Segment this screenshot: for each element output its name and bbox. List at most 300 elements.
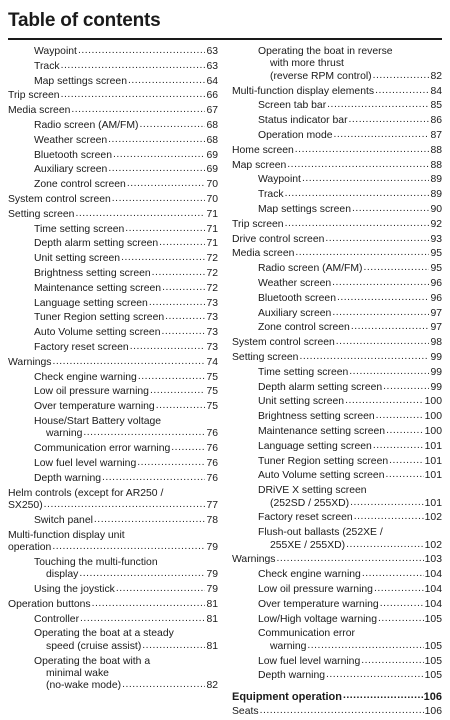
dot-leader [349, 116, 430, 126]
toc-page-number: 88 [430, 159, 442, 171]
toc-subsection[interactable] [8, 61, 218, 73]
toc-page-number: 86 [430, 115, 442, 127]
toc-entry-title: Helm controls (except for AR250 / [8, 487, 164, 499]
toc-entry-title: Tuner Region setting screen [34, 312, 165, 324]
toc-entry-title: warning [46, 428, 83, 440]
toc-entry-title: operation [8, 541, 52, 553]
toc-section[interactable] [232, 234, 442, 246]
toc-subsection[interactable] [232, 322, 442, 334]
toc-entry-line [232, 527, 442, 539]
toc-page-number: 82 [206, 680, 218, 692]
toc-entry-title: Over temperature warning [258, 598, 379, 610]
dot-leader [92, 599, 206, 609]
toc-entry-title: Screen tab bar [258, 100, 327, 112]
toc-entry-line [8, 668, 218, 680]
toc-entry-title: Zone control screen [34, 179, 126, 191]
toc-page-number: 96 [430, 277, 442, 289]
toc-entry-title: Language setting screen [258, 440, 372, 452]
dot-leader [326, 671, 424, 681]
toc-entry-title: Radio screen (AM/FM) [34, 119, 139, 131]
toc-subsection[interactable] [232, 540, 442, 552]
toc-entry-title: Seats [232, 705, 259, 717]
toc-page-number: 76 [206, 428, 218, 440]
dot-leader [121, 254, 205, 264]
dot-leader [142, 641, 205, 651]
dot-leader [44, 500, 206, 510]
dot-leader [346, 540, 424, 550]
dot-leader [61, 91, 206, 101]
toc-entry-title: Over temperature warning [34, 401, 155, 413]
toc-subsection[interactable] [8, 46, 218, 58]
toc-page-number: 81 [206, 640, 218, 652]
toc-subsection[interactable] [8, 150, 218, 162]
toc-page-number: 101 [424, 497, 442, 509]
toc-page-number: 76 [206, 443, 218, 455]
toc-subsection[interactable] [232, 569, 442, 581]
dot-leader [285, 219, 430, 229]
toc-entry-title: Unit setting screen [34, 253, 121, 265]
dot-leader [260, 706, 424, 716]
toc-entry-title: System control screen [8, 193, 111, 205]
toc-page-number: 105 [424, 670, 442, 682]
dot-leader [152, 268, 206, 278]
toc-entry-title: Check engine warning [258, 569, 361, 581]
toc-entry-title: Map settings screen [258, 203, 351, 215]
toc-page-number: 75 [206, 401, 218, 413]
dot-leader [116, 584, 206, 594]
dot-leader [112, 194, 206, 204]
toc-page-number: 102 [424, 512, 442, 524]
toc-subsection[interactable] [8, 458, 218, 470]
dot-leader [128, 76, 205, 86]
toc-subsection[interactable] [232, 71, 442, 83]
toc-entry-title: Depth alarm setting screen [258, 381, 383, 393]
toc-subsection[interactable] [8, 515, 218, 527]
toc-subsection[interactable] [8, 268, 218, 280]
toc-section[interactable] [8, 599, 218, 611]
toc-entry-line [8, 628, 218, 640]
toc-entry-title: with more thrust [270, 58, 344, 70]
dot-leader [52, 542, 205, 552]
toc-subsection[interactable] [232, 115, 442, 127]
toc-entry-title: SX250) [8, 499, 43, 511]
toc-page-number: 89 [430, 174, 442, 186]
toc-entry-title: Drive control screen [232, 233, 325, 245]
dot-leader [337, 293, 429, 303]
toc-subsection[interactable] [8, 135, 218, 147]
toc-entry-title: warning [270, 640, 307, 652]
toc-entry-title: Time setting screen [258, 366, 349, 378]
dot-leader [75, 209, 205, 219]
toc-entry-title: Brightness setting screen [34, 267, 151, 279]
toc-entry-title: Low fuel level warning [258, 655, 361, 667]
toc-subsection[interactable] [232, 308, 442, 320]
toc-section[interactable] [8, 209, 218, 221]
toc-section[interactable] [8, 90, 218, 102]
toc-entry-title: Bluetooth screen [34, 149, 112, 161]
toc-subsection[interactable] [8, 386, 218, 398]
toc-entry-title: Waypoint [34, 46, 77, 57]
dot-leader [108, 165, 205, 175]
toc-entry-title: minimal wake [46, 667, 109, 679]
toc-section[interactable] [232, 706, 442, 718]
dot-leader [336, 338, 430, 348]
dot-leader [78, 46, 206, 56]
toc-entry-title: (252SD / 255XD) [270, 497, 350, 509]
toc-entry-title: Auxiliary screen [34, 164, 108, 176]
toc-subsection[interactable] [232, 641, 442, 653]
toc-subsection[interactable] [232, 512, 442, 524]
dot-leader [53, 357, 206, 367]
toc-subsection[interactable] [232, 498, 442, 510]
toc-page-number: 81 [206, 598, 218, 610]
dot-leader [352, 204, 429, 214]
toc-page-number: 72 [206, 253, 218, 265]
toc-entry-title: Using the joystick [34, 583, 115, 595]
toc-subsection[interactable] [232, 278, 442, 290]
toc-entry-title: Low/High voltage warning [258, 613, 377, 625]
toc-page-number: 93 [430, 233, 442, 245]
toc-entry-title: Media screen [8, 105, 71, 117]
toc-page-number: 73 [206, 327, 218, 339]
dot-leader [71, 106, 205, 116]
dot-leader [351, 323, 430, 333]
dot-leader [287, 160, 429, 170]
toc-section[interactable] [8, 105, 218, 117]
toc-page-number: 87 [430, 130, 442, 141]
toc-section[interactable] [232, 160, 442, 172]
toc-page-number: 64 [206, 75, 218, 87]
toc-entry-title: (reverse RPM control) [270, 70, 372, 82]
toc-subsection[interactable] [232, 411, 442, 423]
toc-subsection[interactable] [232, 396, 442, 408]
toc-page-number: 69 [206, 164, 218, 176]
toc-entry-title: Waypoint [258, 174, 301, 186]
toc-subsection[interactable] [8, 614, 218, 626]
toc-subsection[interactable] [232, 100, 442, 112]
toc-subsection[interactable] [8, 312, 218, 324]
dot-leader [334, 130, 430, 140]
dot-leader [383, 382, 429, 392]
dot-leader [162, 328, 206, 338]
toc-entry-title: Low oil pressure warning [34, 386, 149, 398]
toc-page-number: 72 [206, 267, 218, 279]
dot-leader [343, 691, 423, 701]
toc-page-number: 97 [430, 322, 442, 334]
toc-section[interactable] [8, 194, 218, 206]
toc-entry-title: Low oil pressure warning [258, 583, 373, 595]
toc-entry-title: Tuner Region setting screen [258, 455, 389, 467]
toc-chapter[interactable] [232, 691, 442, 703]
toc-page-number: 76 [206, 472, 218, 484]
toc-section[interactable] [8, 542, 218, 554]
toc-subsection[interactable] [8, 283, 218, 295]
toc-page-number: 105 [424, 640, 442, 652]
toc-page-number: 100 [424, 425, 442, 437]
dot-leader [349, 367, 429, 377]
toc-entry-title: Track [258, 189, 284, 201]
dot-leader [295, 249, 429, 259]
toc-entry-title: Brightness setting screen [258, 411, 375, 423]
toc-section[interactable] [232, 554, 442, 566]
toc-entry-title: Operation buttons [8, 598, 91, 610]
toc-entry-line [8, 530, 218, 542]
dot-leader [127, 180, 206, 190]
toc-entry-title: Home screen [232, 144, 294, 156]
toc-page-number: 88 [430, 144, 442, 156]
toc-page-number: 78 [206, 514, 218, 526]
dot-leader [277, 555, 424, 565]
toc-entry-title: Weather screen [258, 277, 332, 289]
dot-leader [376, 412, 424, 422]
toc-section[interactable] [232, 145, 442, 157]
toc-subsection[interactable] [232, 599, 442, 611]
toc-entry-title: Auto Volume setting screen [34, 327, 161, 339]
dot-leader [94, 515, 206, 525]
dot-leader [122, 681, 205, 691]
toc-section[interactable] [232, 219, 442, 231]
toc-subsection[interactable] [232, 441, 442, 453]
toc-subsection[interactable] [232, 367, 442, 379]
dot-leader [79, 570, 205, 580]
toc-page-number: 68 [206, 134, 218, 146]
toc-subsection[interactable] [232, 584, 442, 596]
toc-entry-title: Multi-function display unit [8, 529, 125, 541]
dot-leader [361, 656, 423, 666]
toc-page-number: 106 [424, 705, 442, 717]
toc-page-number: 102 [424, 539, 442, 551]
toc-subsection[interactable] [232, 670, 442, 682]
dot-leader [125, 224, 205, 234]
toc-entry-title: Radio screen (AM/FM) [258, 263, 363, 275]
dot-leader [332, 308, 429, 318]
dot-leader [156, 402, 206, 412]
toc-page-number: 106 [423, 690, 442, 703]
toc-page-number: 71 [206, 223, 218, 235]
toc-page-number: 85 [430, 100, 442, 112]
toc-subsection[interactable] [232, 130, 442, 142]
dot-leader [80, 614, 205, 624]
toc-entry-title: Multi-function display elements [232, 85, 375, 97]
toc-entry-title: Time setting screen [34, 223, 125, 235]
dot-leader [102, 473, 205, 483]
toc-entry-title: Unit setting screen [258, 396, 345, 408]
toc-subsection[interactable] [8, 641, 218, 653]
toc-subsection[interactable] [8, 443, 218, 455]
dot-leader [162, 283, 205, 293]
dot-leader [295, 145, 430, 155]
dot-leader [375, 86, 429, 96]
toc-left-column [8, 46, 218, 695]
dot-leader [130, 342, 206, 352]
toc-page-number: 95 [430, 263, 442, 275]
dot-leader [150, 387, 206, 397]
toc-subsection[interactable] [8, 473, 218, 485]
dot-leader [373, 441, 424, 451]
dot-leader [327, 101, 429, 111]
toc-page-number: 77 [206, 499, 218, 511]
toc-section[interactable] [232, 248, 442, 260]
toc-section[interactable] [232, 86, 442, 98]
toc-page-number: 82 [430, 70, 442, 82]
toc-subsection[interactable] [8, 238, 218, 250]
toc-page-number: 105 [424, 613, 442, 625]
dot-leader [171, 444, 205, 454]
toc-entry-title: Media screen [232, 248, 295, 260]
toc-subsection[interactable] [232, 204, 442, 216]
page-title: Table of contents [8, 10, 161, 31]
title-divider [8, 38, 442, 40]
toc-subsection[interactable] [8, 401, 218, 413]
toc-subsection[interactable] [8, 120, 218, 132]
dot-leader [159, 239, 205, 249]
toc-page-number: 96 [430, 292, 442, 304]
toc-subsection[interactable] [232, 426, 442, 438]
toc-entry-title: System control screen [232, 337, 335, 349]
dot-leader [140, 120, 206, 130]
toc-subsection[interactable] [232, 470, 442, 482]
toc-page-number: 73 [206, 297, 218, 309]
toc-page-number: 89 [430, 189, 442, 201]
toc-page-number: 101 [424, 440, 442, 452]
dot-leader [364, 264, 430, 274]
toc-subsection[interactable] [8, 298, 218, 310]
dot-leader [354, 513, 424, 523]
toc-entry-title: Warnings [8, 356, 52, 368]
toc-entry-title: Check engine warning [34, 371, 137, 383]
toc-entry-line [8, 416, 218, 428]
dot-leader [380, 599, 424, 609]
dot-leader [302, 175, 430, 185]
toc-entry-title: Touching the multi-function [34, 556, 158, 568]
toc-subsection[interactable] [8, 164, 218, 176]
toc-subsection[interactable] [232, 189, 442, 201]
dot-leader [299, 352, 429, 362]
toc-entry-title: Factory reset screen [34, 341, 129, 353]
toc-page-number: 98 [430, 337, 442, 349]
toc-entry-title: Switch panel [34, 514, 93, 526]
toc-subsection[interactable] [232, 656, 442, 668]
toc-entry-title: Communication error [258, 628, 356, 640]
toc-entry-title: Flush-out ballasts (252XE / [258, 527, 383, 539]
toc-page-number: 67 [206, 105, 218, 117]
toc-entry-line [232, 628, 442, 640]
toc-page-number: 99 [430, 366, 442, 378]
toc-entry-title: Equipment operation [232, 690, 342, 703]
toc-page-number: 63 [206, 46, 218, 57]
toc-entry-title: display [46, 569, 79, 581]
dot-leader [138, 372, 206, 382]
toc-page-number: 76 [206, 457, 218, 469]
toc-entry-title: Operating the boat at a steady [34, 628, 174, 640]
toc-page-number: 75 [206, 386, 218, 398]
toc-page-number: 71 [206, 208, 218, 220]
dot-leader [378, 614, 424, 624]
toc-page-number: 73 [206, 312, 218, 324]
toc-page-number: 81 [206, 613, 218, 625]
dot-leader [389, 456, 424, 466]
toc-page-number: 97 [430, 307, 442, 319]
toc-section[interactable] [232, 337, 442, 349]
toc-subsection[interactable] [8, 680, 218, 692]
toc-section[interactable] [8, 500, 218, 512]
toc-subsection[interactable] [8, 428, 218, 440]
toc-subsection[interactable] [232, 614, 442, 626]
toc-entry-title: (no-wake mode) [46, 680, 122, 692]
toc-entry-title: Operation mode [258, 130, 333, 141]
toc-subsection[interactable] [232, 174, 442, 186]
toc-subsection[interactable] [232, 293, 442, 305]
toc-entry-title: Track [34, 60, 60, 72]
toc-entry-title: Low fuel level warning [34, 457, 137, 469]
toc-page-number: 66 [206, 90, 218, 102]
toc-entry-line [232, 46, 442, 58]
toc-page-number: 70 [206, 193, 218, 205]
toc-page-number: 100 [424, 396, 442, 408]
dot-leader [149, 298, 206, 308]
toc-page-number: 103 [424, 554, 442, 566]
toc-entry-title: Warnings [232, 554, 276, 566]
toc-subsection[interactable] [8, 327, 218, 339]
toc-subsection[interactable] [232, 382, 442, 394]
toc-subsection[interactable] [8, 584, 218, 596]
toc-subsection[interactable] [232, 263, 442, 275]
dot-leader [362, 570, 424, 580]
toc-entry-title: Depth warning [34, 472, 102, 484]
toc-entry-title: 255XE / 255XD) [270, 539, 346, 551]
dot-leader [137, 458, 205, 468]
toc-entry-title: Trip screen [8, 90, 60, 102]
toc-page-number: 79 [206, 541, 218, 553]
toc-entry-title: House/Start Battery voltage [34, 415, 162, 427]
toc-page-number: 79 [206, 583, 218, 595]
toc-entry-line [8, 557, 218, 569]
toc-entry-title: Bluetooth screen [258, 292, 336, 304]
toc-entry-title: Factory reset screen [258, 512, 353, 524]
toc-subsection[interactable] [232, 456, 442, 468]
toc-entry-title: Map settings screen [34, 75, 127, 87]
toc-subsection[interactable] [8, 253, 218, 265]
toc-page-number: 104 [424, 569, 442, 581]
toc-page-number: 95 [430, 248, 442, 260]
toc-entry-title: Weather screen [34, 134, 108, 146]
toc-page-number: 72 [206, 282, 218, 294]
toc-subsection[interactable] [8, 372, 218, 384]
dot-leader [325, 234, 429, 244]
toc-page-number: 92 [430, 218, 442, 230]
toc-section[interactable] [8, 357, 218, 369]
toc-entry-title: Maintenance setting screen [34, 282, 162, 294]
toc-entry-title: Maintenance setting screen [258, 425, 386, 437]
toc-section[interactable] [232, 352, 442, 364]
toc-entry-title: Status indicator bar [258, 115, 348, 127]
toc-subsection[interactable] [8, 179, 218, 191]
toc-page-number: 79 [206, 569, 218, 581]
toc-subsection[interactable] [8, 342, 218, 354]
dot-leader [386, 426, 424, 436]
toc-page-number: 71 [206, 238, 218, 250]
toc-subsection[interactable] [8, 224, 218, 236]
toc-page-number: 84 [430, 85, 442, 97]
toc-page-number: 101 [424, 455, 442, 467]
dot-leader [108, 135, 205, 145]
dot-leader [307, 641, 423, 651]
toc-subsection[interactable] [8, 569, 218, 581]
toc-entry-title: Operating the boat with a [34, 655, 151, 667]
toc-page-number: 68 [206, 119, 218, 131]
toc-page-number: 99 [430, 351, 442, 363]
toc-subsection[interactable] [8, 76, 218, 88]
